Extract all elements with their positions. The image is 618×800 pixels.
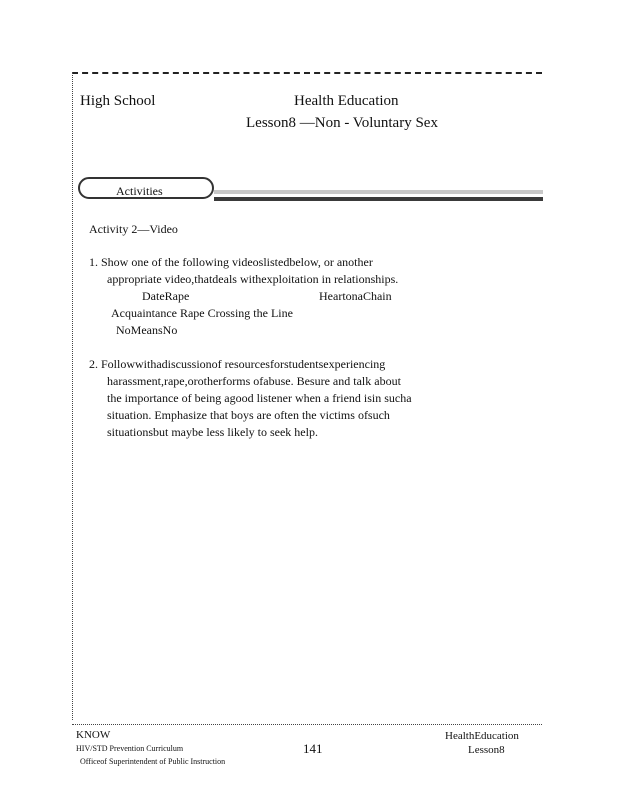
page-number: 141 — [303, 741, 323, 756]
left-dotted-rule — [72, 72, 73, 720]
header-school: High School — [80, 93, 156, 109]
tab-bar-dark — [214, 197, 543, 201]
header-lesson-title: Lesson8 —Non - Voluntary Sex — [246, 115, 438, 131]
video-date-rape: DateRape — [142, 289, 190, 303]
footer-office: Officeof Superintendent of Public Instruction — [80, 757, 226, 766]
item2-line1: 2. Followwithadiscussionof resourcesforstudentsexperiencing — [89, 357, 386, 371]
item2-line5: situationsbut maybe less likely to seek help. — [107, 425, 318, 439]
tab-bar-light — [214, 190, 543, 194]
activity-title: Activity 2—Video — [89, 222, 178, 236]
item2-line2: harassment,rape,orotherforms ofabuse. Besure and talk about — [107, 374, 401, 388]
video-heart-on-a-chain: HeartonaChain — [319, 289, 392, 303]
footer-health-education: HealthEducation — [445, 730, 519, 742]
item1-line2: appropriate video,thatdeals withexploitation in relationships. — [107, 272, 399, 286]
footer-dotted-rule — [72, 724, 542, 725]
video-no-means-no: NoMeansNo — [116, 323, 178, 337]
item2-line3: the importance of being agood listener when a friend isin sucha — [107, 391, 412, 405]
activities-tab-label: Activities — [116, 184, 163, 198]
footer-lesson: Lesson8 — [468, 744, 505, 756]
top-dashed-rule — [72, 72, 542, 74]
footer-curriculum: HIV/STD Prevention Curriculum — [76, 744, 184, 753]
item1-line1: 1. Show one of the following videoslistedbelow, or another — [89, 255, 373, 269]
video-acquaintance-rape: Acquaintance Rape Crossing the Line — [111, 306, 293, 320]
header-subject: Health Education — [294, 93, 399, 109]
footer-know: KNOW — [76, 729, 111, 741]
item2-line4: situation. Emphasize that boys are often the victims ofsuch — [107, 408, 390, 422]
